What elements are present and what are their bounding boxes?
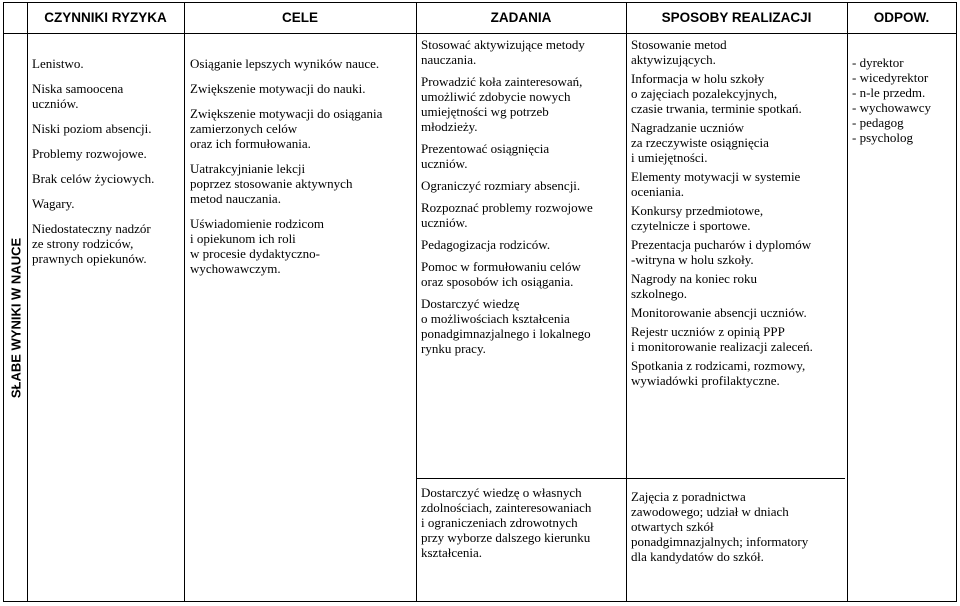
risk-factor-item: Niski poziom absencji. — [32, 121, 152, 136]
risk-factor-item: Problemy rozwojowe. — [32, 146, 147, 161]
risk-factors-table — [3, 2, 957, 602]
column-divider — [416, 3, 417, 601]
task-career-item: Dostarczyć wiedzę o własnych zdolnościach, zainteresowaniach i ograniczeniach zdrowotnych przy wyborze dalszego kierunku kształcenia. — [421, 485, 592, 560]
header-goals: CELE — [281, 10, 318, 25]
header-factors: CZYNNIKI RYZYKA — [44, 10, 167, 25]
responsible-item: - wychowawcy — [852, 100, 932, 115]
goal-item: Zwiększenie motywacji do osiągania zamierzonych celów oraz ich formułowania. — [190, 106, 383, 151]
header-methods: SPOSOBY REALIZACJI — [661, 10, 812, 25]
goal-item: Zwiększenie motywacji do nauki. — [190, 81, 366, 96]
method-item: Monitorowanie absencji uczniów. — [631, 305, 807, 320]
goal-item: Uświadomienie rodzicom i opiekunom ich roli w procesie dydaktyczno- wychowawczym. — [190, 216, 324, 276]
column-divider — [184, 3, 185, 601]
risk-factor-item: Wagary. — [32, 196, 75, 211]
factors-cell — [32, 56, 182, 276]
column-divider — [626, 3, 627, 601]
methods-bottom-cell — [631, 489, 845, 568]
method-item: Rejestr uczniów z opinią PPP i monitorowanie realizacji zaleceń. — [631, 324, 813, 354]
task-item: Pedagogizacja rodziców. — [421, 237, 551, 252]
goal-item: Osiąganie lepszych wyników nauce. — [190, 56, 380, 71]
method-item: Prezentacja pucharów i dyplomów -witryna w holu szkoły. — [631, 237, 812, 267]
responsible-item: - pedagog — [852, 115, 904, 130]
method-item: Informacja w holu szkoły o zajęciach pozalekcyjnych, czasie trwania, terminie spotkań. — [631, 71, 802, 116]
task-item: Pomoc w formułowaniu celów oraz sposobów ich osiągania. — [421, 259, 581, 289]
column-divider — [847, 3, 848, 601]
method-item: Elementy motywacji w systemie oceniania. — [631, 169, 801, 199]
header-tasks: ZADANIA — [490, 10, 552, 25]
row-label: SŁABE WYNIKI W NAUCE — [8, 237, 23, 399]
task-item: Ograniczyć rozmiary absencji. — [421, 178, 581, 193]
tasks-cell — [421, 37, 624, 363]
tasks-bottom-cell — [421, 485, 624, 567]
method-item: Nagradzanie uczniów za rzeczywiste osiągnięcia i umiejętności. — [631, 120, 769, 165]
risk-factor-item: Niska samoocena uczniów. — [32, 81, 124, 111]
responsible-item: - psycholog — [852, 130, 914, 145]
task-item: Dostarczyć wiedzę o możliwościach kształcenia ponadgimnazjalnego i lokalnego rynku pracy. — [421, 296, 591, 356]
task-item: Prowadzić koła zainteresowań, umożliwić zdobycie nowych umiejętności wg potrzeb młodzieży. — [421, 74, 583, 134]
methods-cell — [631, 37, 845, 392]
row-divider — [416, 478, 845, 479]
method-item: Nagrody na koniec roku szkolnego. — [631, 271, 757, 301]
header-divider — [4, 33, 956, 34]
risk-factor-item: Niedostateczny nadzór ze strony rodziców, prawnych opiekunów. — [32, 221, 151, 266]
goal-item: Uatrakcyjnianie lekcji poprzez stosowanie aktywnych metod nauczania. — [190, 161, 353, 206]
goals-cell — [190, 56, 414, 286]
task-item: Prezentować osiągnięcia uczniów. — [421, 141, 550, 171]
responsible-item: - wicedyrektor — [852, 70, 929, 85]
method-item: Konkursy przedmiotowe, czytelnicze i sportowe. — [631, 203, 764, 233]
task-item: Stosować aktywizujące metody nauczania. — [421, 37, 585, 67]
header-responsible: ODPOW. — [873, 10, 930, 25]
responsible-cell — [852, 55, 956, 145]
risk-factor-item: Brak celów życiowych. — [32, 171, 155, 186]
risk-factor-item: Lenistwo. — [32, 56, 84, 71]
method-item: Spotkania z rodzicami, rozmowy, wywiadówki profilaktyczne. — [631, 358, 806, 388]
task-item: Rozpoznać problemy rozwojowe uczniów. — [421, 200, 593, 230]
method-career-item: Zajęcia z poradnictwa zawodowego; udział w dniach otwartych szkół ponadgimnazjalnych; informatory dla kandydatów do szkół. — [631, 489, 809, 564]
row-label-cell — [4, 33, 27, 603]
responsible-item: - n-le przedm. — [852, 85, 926, 100]
column-divider — [27, 3, 28, 601]
method-item: Stosowanie metod aktywizujących. — [631, 37, 727, 67]
responsible-item: - dyrektor — [852, 55, 904, 70]
